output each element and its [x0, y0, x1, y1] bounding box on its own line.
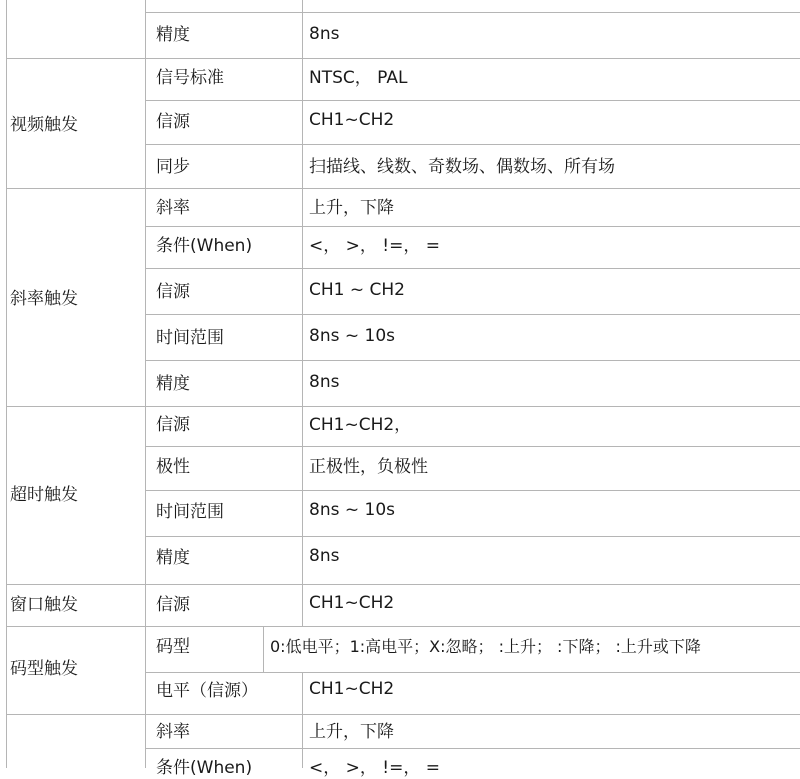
category-column-divider: [145, 0, 146, 768]
row-value: 上升，下降: [309, 722, 394, 742]
row-divider: [145, 226, 800, 227]
row-value: <， >， !=， =: [309, 758, 441, 778]
table-left-border: [6, 0, 7, 768]
row-divider: [145, 672, 800, 673]
row-value: CH1~CH2，: [309, 415, 412, 435]
row-label: 信源: [156, 415, 190, 435]
category-video-trigger: 视频触发: [10, 115, 78, 135]
row-label: 电平（信源）: [156, 681, 258, 701]
row-divider: [145, 100, 800, 101]
row-label: 时间范围: [156, 502, 224, 522]
category-pattern-trigger: 码型触发: [10, 659, 78, 679]
row-divider: [145, 446, 800, 447]
value-column-divider-short: [263, 626, 264, 672]
row-divider: [145, 490, 800, 491]
category-window-trigger: 窗口触发: [10, 595, 78, 615]
section-divider: [6, 714, 800, 715]
row-label: 时间范围: [156, 328, 224, 348]
row-label: 精度: [156, 548, 190, 568]
row-divider: [145, 268, 800, 269]
row-value: 8ns ~ 10s: [309, 326, 395, 346]
section-divider: [6, 626, 800, 627]
row-value: <， >， !=， =: [309, 236, 441, 256]
row-value: CH1~CH2: [309, 593, 395, 613]
row-label: 信源: [156, 282, 190, 302]
row-value: 正极性，负极性: [309, 457, 428, 477]
row-divider: [145, 748, 800, 749]
row-label: 码型: [156, 637, 190, 657]
category-slope-trigger: 斜率触发: [10, 289, 78, 309]
row-divider: [145, 314, 800, 315]
row-label: 同步: [156, 157, 190, 177]
row-value: 8ns: [309, 24, 340, 44]
row-value: 8ns: [309, 372, 340, 392]
row-label: 精度: [156, 374, 190, 394]
row-divider: [145, 536, 800, 537]
row-value: 扫描线、线数、奇数场、偶数场、所有场: [309, 157, 615, 177]
row-label: 信号标准: [156, 68, 224, 88]
section-divider: [6, 406, 800, 407]
row-divider: [145, 360, 800, 361]
row-label: 信源: [156, 595, 190, 615]
row-label: 斜率: [156, 722, 190, 742]
row-label: 信源: [156, 112, 190, 132]
row-divider: [145, 144, 800, 145]
row-value-pattern: 0:低电平；1:高电平；X:忽略； :上升； :下降； :上升或下降: [270, 637, 701, 656]
row-label: 条件(When): [156, 758, 253, 778]
section-divider: [6, 58, 800, 59]
row-label: 精度: [156, 25, 190, 45]
row-value: 上升，下降: [309, 198, 394, 218]
row-value: 8ns ~ 10s: [309, 500, 395, 520]
row-value: CH1 ~ CH2: [309, 280, 405, 300]
row-label: 极性: [156, 457, 190, 477]
row-label: 斜率: [156, 198, 190, 218]
category-timeout-trigger: 超时触发: [10, 485, 78, 505]
row-label: 条件(When): [156, 236, 253, 256]
row-value: NTSC， PAL: [309, 68, 408, 88]
value-column-divider: [302, 672, 303, 768]
row-divider: [145, 12, 800, 13]
row-value: 8ns: [309, 546, 340, 566]
row-value: CH1~CH2: [309, 679, 395, 699]
section-divider: [6, 584, 800, 585]
row-value: CH1~CH2: [309, 110, 395, 130]
value-column-divider: [302, 0, 303, 626]
section-divider: [6, 188, 800, 189]
